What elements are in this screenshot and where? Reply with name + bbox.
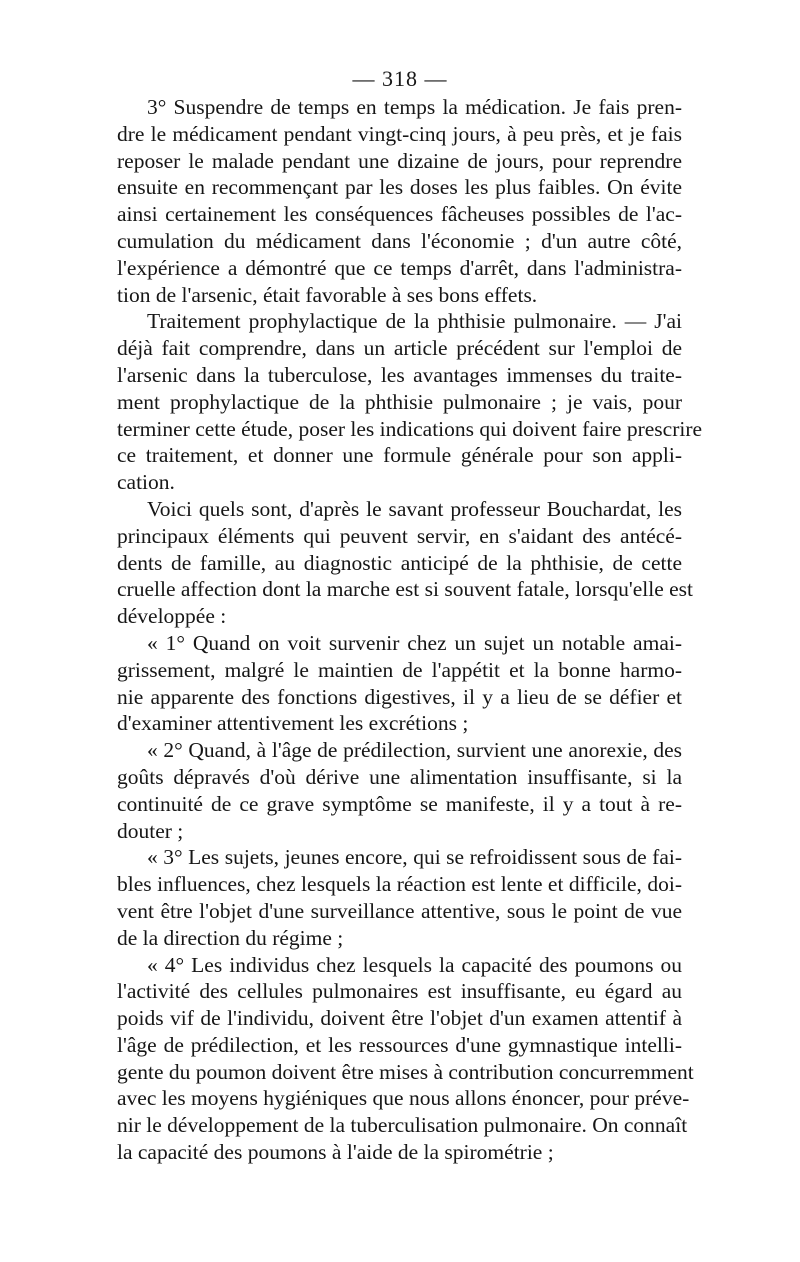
text-line: reposer le malade pendant une dizaine de jours, pour reprendre (117, 148, 682, 173)
text-line: déjà fait comprendre, dans un article précédent sur l'emploi de (117, 336, 682, 361)
text-line: d'examiner attentivement les excrétions ; (117, 711, 469, 736)
text-line: terminer cette étude, poser les indications qui doivent faire prescrire (117, 416, 703, 441)
page-number: — 318 — (352, 66, 448, 91)
text-line: « 4° Les individus chez lesquels la capacité des poumons ou (147, 952, 682, 977)
text-line: dre le médicament pendant vingt-cinq jours, à peu près, et je fais (117, 121, 682, 146)
text-line: bles influences, chez lesquels la réaction est lente et difficile, doi- (117, 872, 682, 897)
text-line: avec les moyens hygiéniques que nous allons énoncer, pour préve- (117, 1086, 690, 1111)
text-line: l'expérience a démontré que ce temps d'arrêt, dans l'administra- (117, 255, 682, 280)
text-line: développée : (117, 604, 227, 629)
text-line: continuité de ce grave symptôme se manifeste, il y a tout à re- (117, 791, 682, 816)
text-line: « 3° Les sujets, jeunes encore, qui se refroidissent sous de fai- (147, 845, 682, 870)
text-line: nir le développement de la tuberculisation pulmonaire. On connaît (117, 1113, 688, 1138)
text-line: vent être l'objet d'une surveillance attentive, sous le point de vue (117, 898, 682, 923)
body-text (117, 94, 703, 1166)
text-line: ainsi certainement les conséquences fâcheuses possibles de l'ac- (117, 202, 682, 227)
text-line: gente du poumon doivent être mises à contribution concurremment (117, 1059, 694, 1084)
text-line: goûts dépravés d'où dérive une alimentation insuffisante, si la (117, 764, 682, 789)
text-line: poids vif de l'individu, doivent être l'objet d'un examen attentif à (117, 1006, 682, 1031)
text-line: 3° Suspendre de temps en temps la médication. Je fais pren- (147, 95, 682, 119)
text-line: cation. (117, 470, 175, 495)
text-line: grissement, malgré le maintien de l'appétit et la bonne harmo- (117, 657, 682, 682)
text-line: ce traitement, et donner une formule générale pour son appli- (117, 443, 682, 468)
text-line: Traitement prophylactique de la phthisie pulmonaire. — J'ai (147, 309, 682, 334)
text-line: ensuite en recommençant par les doses les plus faibles. On évite (117, 175, 682, 200)
text-line: tion de l'arsenic, était favorable à ses bons effets. (117, 282, 538, 307)
text-line: « 2° Quand, à l'âge de prédilection, survient une anorexie, des (147, 738, 682, 763)
text-line: Voici quels sont, d'après le savant professeur Bouchardat, les (147, 496, 682, 521)
text-line: de la direction du régime ; (117, 925, 344, 950)
text-line: principaux éléments qui peuvent servir, en s'aidant des antécé- (117, 523, 682, 548)
text-line: la capacité des poumons à l'aide de la spirométrie ; (117, 1140, 554, 1165)
text-line: cumulation du médicament dans l'économie ; d'un autre côté, (117, 228, 682, 253)
text-line: « 1° Quand on voit survenir chez un sujet un notable amai- (147, 630, 682, 655)
text-line: dents de famille, au diagnostic anticipé de la phthisie, de cette (117, 550, 682, 575)
text-line: cruelle affection dont la marche est si souvent fatale, lorsqu'elle est (117, 577, 693, 602)
text-line: douter ; (117, 818, 184, 843)
text-line: l'arsenic dans la tuberculose, les avantages immenses du traite- (117, 362, 682, 387)
text-line: ment prophylactique de la phthisie pulmonaire ; je vais, pour (117, 389, 682, 414)
text-line: nie apparente des fonctions digestives, il y a lieu de se défier et (117, 684, 682, 709)
text-line: l'activité des cellules pulmonaires est insuffisante, eu égard au (117, 979, 682, 1004)
text-line: l'âge de prédilection, et les ressources d'une gymnastique intelli- (117, 1032, 682, 1057)
